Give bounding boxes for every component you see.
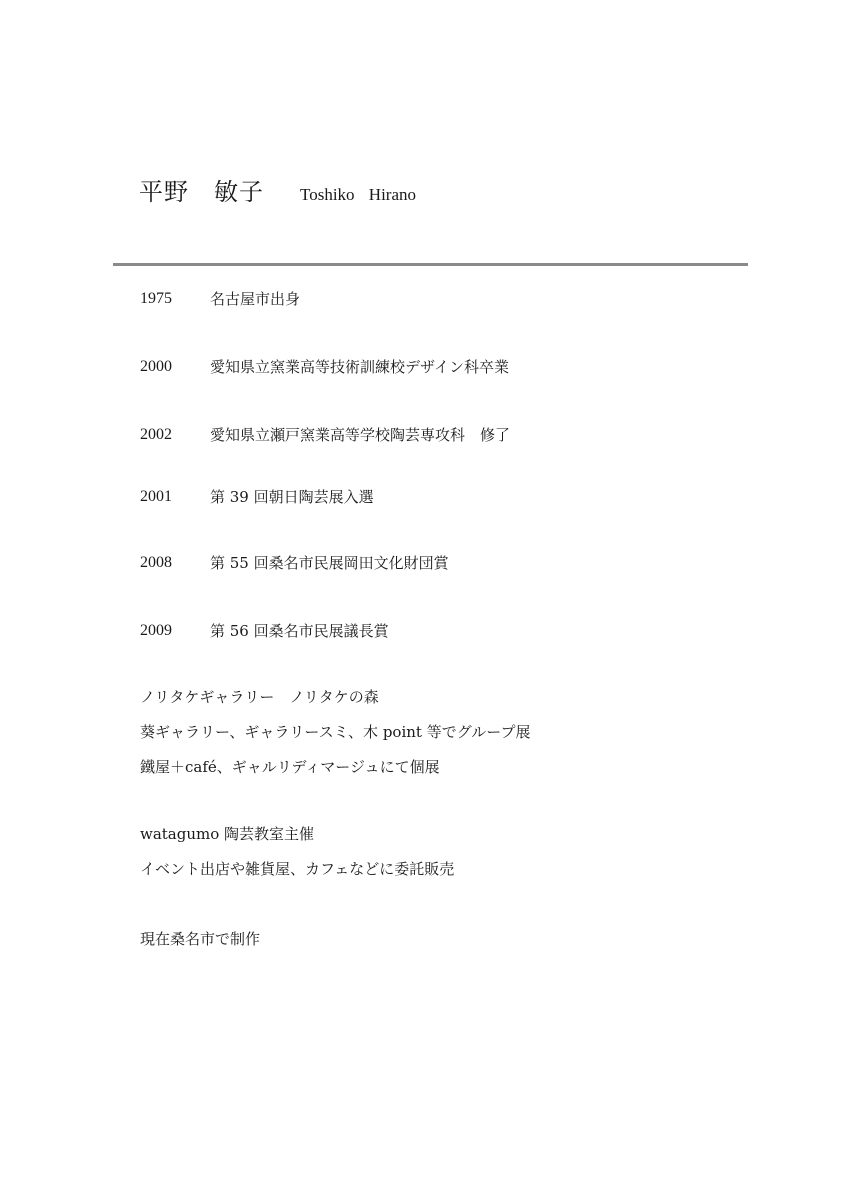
history-year: 2008 (140, 554, 172, 571)
history-year: 1975 (140, 290, 172, 307)
history-text: 愛知県立窯業高等技術訓練校デザイン科卒業 (210, 358, 509, 376)
history-year: 2002 (140, 426, 172, 443)
exhibition-line: ノリタケギャラリー ノリタケの森 (140, 688, 379, 706)
history-entry (140, 486, 374, 508)
header-divider (113, 263, 748, 266)
activity-line: watagumo 陶芸教室主催 (140, 825, 315, 843)
exhibition-line: 葵ギャラリー、ギャラリースミ、木 point 等でグループ展 (140, 723, 531, 741)
history-text: 第 55 回桑名市民展岡田文化財団賞 (210, 554, 449, 572)
artist-name-english: Toshiko Hirano (300, 185, 416, 204)
current-section (140, 928, 260, 963)
history-text: 名古屋市出身 (210, 290, 301, 308)
history-entry (140, 356, 509, 378)
history-entry (140, 288, 300, 310)
artist-name-japanese: 平野 敏子 (139, 178, 264, 206)
exhibition-line: 鐵屋＋café、ギャルリディマージュにて個展 (140, 758, 440, 776)
activities-section (140, 823, 454, 893)
history-text: 第 39 回朝日陶芸展入選 (210, 488, 374, 506)
history-text: 第 56 回桑名市民展議長賞 (210, 622, 389, 640)
activity-line: イベント出店や雑貨屋、カフェなどに委託販売 (140, 860, 455, 878)
history-year: 2000 (140, 358, 172, 375)
history-entry (140, 552, 449, 574)
history-text: 愛知県立瀬戸窯業高等学校陶芸専攻科 修了 (210, 426, 511, 444)
profile-header (139, 172, 416, 212)
history-year: 2009 (140, 622, 172, 639)
history-entry (140, 424, 510, 446)
exhibitions-section (140, 686, 531, 791)
history-year: 2001 (140, 488, 172, 505)
current-location-line: 現在桑名市で制作 (140, 930, 261, 948)
history-entry (140, 620, 389, 642)
